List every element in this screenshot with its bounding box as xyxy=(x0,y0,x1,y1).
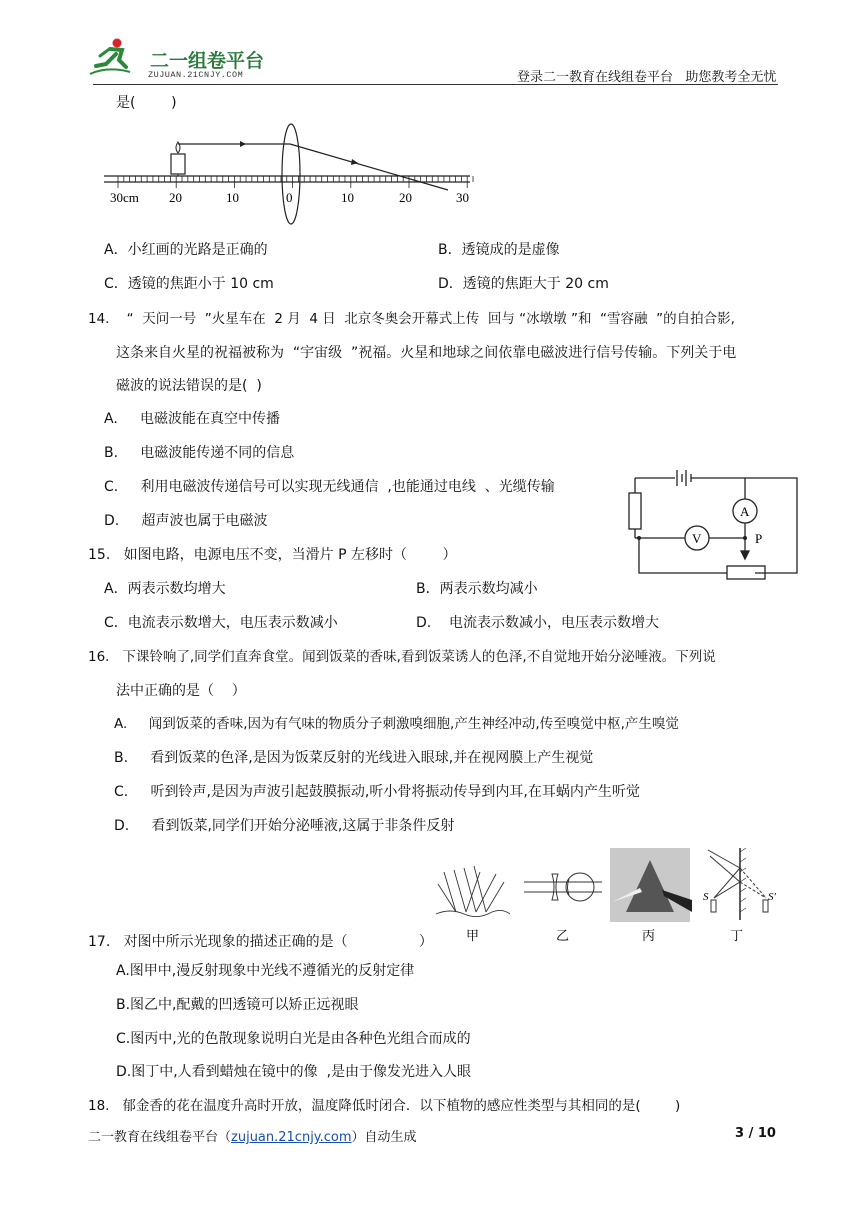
q13-option-c: C．透镜的焦距小于 10 cm xyxy=(104,276,274,292)
header xyxy=(0,0,860,90)
q15-option-d: D. 电流表示数减小，电压表示数增大 xyxy=(416,615,660,631)
figure-label-bing: 丙 xyxy=(642,928,656,943)
voltmeter-label: V xyxy=(692,531,702,546)
slider-label: P xyxy=(755,531,763,546)
footer-suffix: ）自动生成 xyxy=(351,1130,417,1145)
ruler-label: 0 xyxy=(286,190,293,205)
q17-optics-figures xyxy=(430,842,780,944)
header-divider xyxy=(93,84,778,85)
q16-option-d: D. 看到饭菜,同学们开始分泌唾液,这属于非条件反射 xyxy=(114,818,455,834)
q13-stem-end: 是( ) xyxy=(116,95,177,111)
q16-option-a: A. 闻到饭菜的香味,因为有气味的物质分子刺激嗅细胞,产生神经冲动,传至嗅觉中枢,产生嗅觉 xyxy=(114,716,679,732)
footer-prefix: 二一教育在线组卷平台（ xyxy=(88,1130,232,1145)
ruler-label: 20 xyxy=(169,190,182,205)
q14-stem-line1: 14. “ 天问一号 ”火星车在 2 月 4 日 北京冬奥会开幕式上传 回与 “冰墩墩 ”和 “雪容融 ”的自拍合影, xyxy=(88,311,735,327)
header-slogan: 登录二一教育在线组卷平台 助您教考全无忧 xyxy=(517,70,777,85)
ruler-label: 30 xyxy=(456,190,469,205)
q17-option-c: C.图丙中,光的色散现象说明白光是由各种色光组合而成的 xyxy=(116,1031,471,1047)
ruler-label: 10 xyxy=(226,190,239,205)
q15-option-c: C．电流表示数增大，电压表示数减小 xyxy=(104,615,338,631)
q16-stem-line1: 16. 下课铃响了,同学们直奔食堂。闻到饭菜的香味,看到饭菜诱人的色泽,不自觉地开始分泌唾液。下列说 xyxy=(88,649,716,665)
q13-option-a: A．小红画的光路是正确的 xyxy=(104,242,268,258)
mirror-s-prime-label: S′ xyxy=(768,891,776,903)
ruler-label: 20 xyxy=(399,190,412,205)
q14-option-c: C. 利用电磁波传递信号可以实现无线通信 ,也能通过电线 、光缆传输 xyxy=(104,479,555,495)
q17-option-b: B.图乙中,配戴的凹透镜可以矫正远视眼 xyxy=(116,997,359,1013)
logo-runner-icon xyxy=(86,36,136,78)
q14-option-d: D. 超声波也属于电磁波 xyxy=(104,513,268,529)
ruler-label: 30cm xyxy=(110,190,139,205)
q13-option-b: B．透镜成的是虚像 xyxy=(438,242,560,258)
figure-ding-plane-mirror xyxy=(708,848,768,920)
q17-stem: 17. 对图中所示光现象的描述正确的是（ ） xyxy=(88,934,433,950)
q16-stem-line2: 法中正确的是（ ） xyxy=(116,683,246,699)
figure-label-yi: 乙 xyxy=(556,928,570,943)
footer-link[interactable]: zujuan.21cnjy.com xyxy=(231,1130,352,1145)
q16-option-c: C. 听到铃声,是因为声波引起鼓膜振动,听小骨将振动传导到内耳,在耳蜗内产生听觉 xyxy=(114,784,640,800)
logo-url: ZUJUAN.21CNJY.COM xyxy=(148,70,244,80)
ammeter-label: A xyxy=(740,504,750,519)
figure-yi-eye-lens xyxy=(524,873,602,901)
logo-title: 二一组卷平台 xyxy=(150,50,265,72)
q15-option-a: A．两表示数均增大 xyxy=(104,581,226,597)
q14-stem-line2: 这条来自火星的祝福被称为 “宇宙级 ”祝福。火星和地球之间依靠电磁波进行信号传输。下列关于电 xyxy=(116,345,737,361)
figure-label-jia: 甲 xyxy=(466,928,480,943)
q14-option-b: B. 电磁波能传递不同的信息 xyxy=(104,445,295,461)
q15-circuit-figure xyxy=(625,463,805,581)
q13-lens-ruler-figure xyxy=(100,120,480,232)
q14-stem-line3: 磁波的说法错误的是( ) xyxy=(116,378,262,394)
footer-source xyxy=(88,1126,417,1145)
q15-stem: 15. 如图电路，电源电压不变，当滑片 P 左移时（ ） xyxy=(88,547,457,563)
figure-label-ding: 丁 xyxy=(730,928,744,943)
q15-option-b: B．两表示数均减小 xyxy=(416,581,538,597)
q16-option-b: B. 看到饭菜的色泽,是因为饭菜反射的光线进入眼球,并在视网膜上产生视觉 xyxy=(114,750,594,766)
q13-option-d: D．透镜的焦距大于 20 cm xyxy=(438,276,609,292)
q18-stem: 18. 郁金香的花在温度升高时开放，温度降低时闭合．以下植物的感应性类型与其相同的是( ) xyxy=(88,1098,681,1114)
q17-option-d: D.图丁中,人看到蜡烛在镜中的像 ,是由于像发光进入人眼 xyxy=(116,1064,472,1080)
figure-bing-prism xyxy=(610,848,692,922)
page-number: 3 / 10 xyxy=(735,1126,776,1141)
ruler-label: 10 xyxy=(341,190,354,205)
q14-option-a: A. 电磁波能在真空中传播 xyxy=(104,411,281,427)
figure-jia-diffuse-reflection xyxy=(436,866,510,917)
q17-option-a: A.图甲中,漫反射现象中光线不遵循光的反射定律 xyxy=(116,963,415,979)
mirror-s-label: S xyxy=(703,891,709,903)
